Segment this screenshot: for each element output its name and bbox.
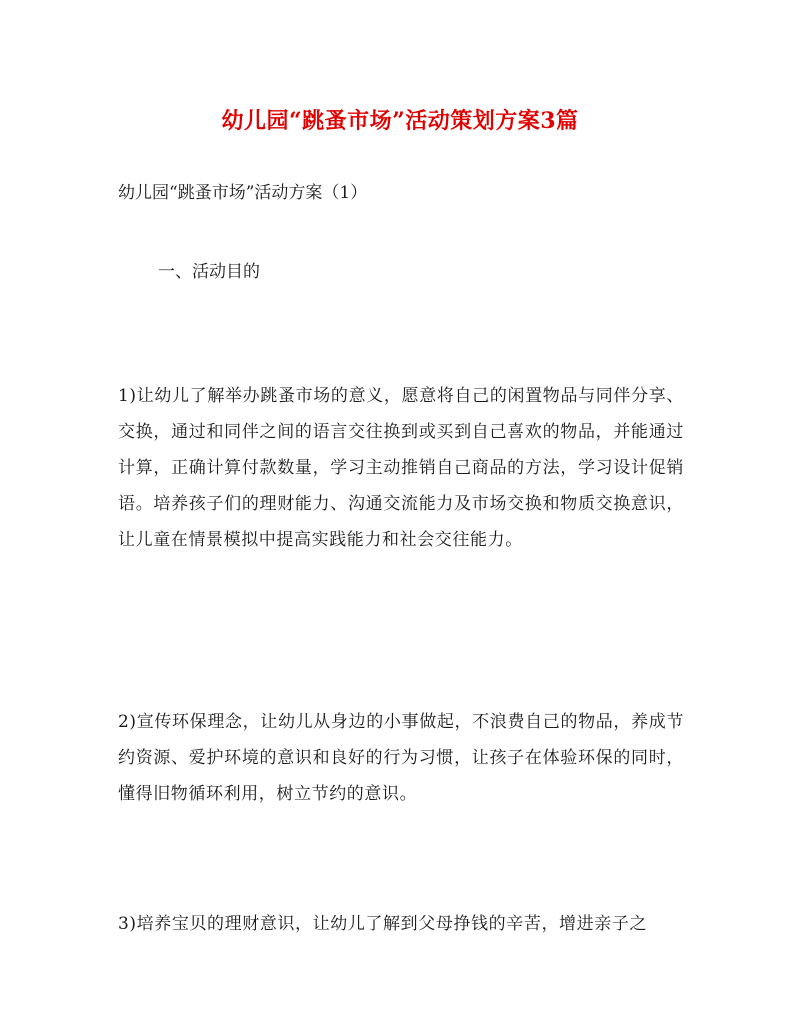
document-subtitle: 幼儿园“跳蚤市场”活动方案（1） bbox=[118, 183, 368, 203]
paragraph-3: 3)培养宝贝的理财意识，让幼儿了解到父母挣钱的辛苦，增进亲子之 bbox=[118, 914, 648, 934]
paragraph-2: 2)宣传环保理念，让幼儿从身边的小事做起，不浪费自己的物品，养成节约资源、爱护环境的意识和良好的行为习惯，让孩子在体验环保的同时，懂得旧物循环利用，树立节约的意识。 bbox=[118, 712, 684, 804]
document-title: 幼儿园“跳蚤市场”活动策划方案3篇 bbox=[221, 108, 579, 134]
section-heading: 一、活动目的 bbox=[158, 262, 260, 282]
paragraph-1: 1)让幼儿了解举办跳蚤市场的意义，愿意将自己的闲置物品与同伴分享、交换，通过和同伴之间的语言交往换到或买到自己喜欢的物品，并能通过计算，正确计算付款数量，学习主动推销自己商品的方法，学习设计促销语。培养孩子们的理财能力、沟通交流能力及市场交换和物质交换意识，让儿童在情景模拟中提高实践能力和社会交往能力。 bbox=[118, 386, 684, 550]
